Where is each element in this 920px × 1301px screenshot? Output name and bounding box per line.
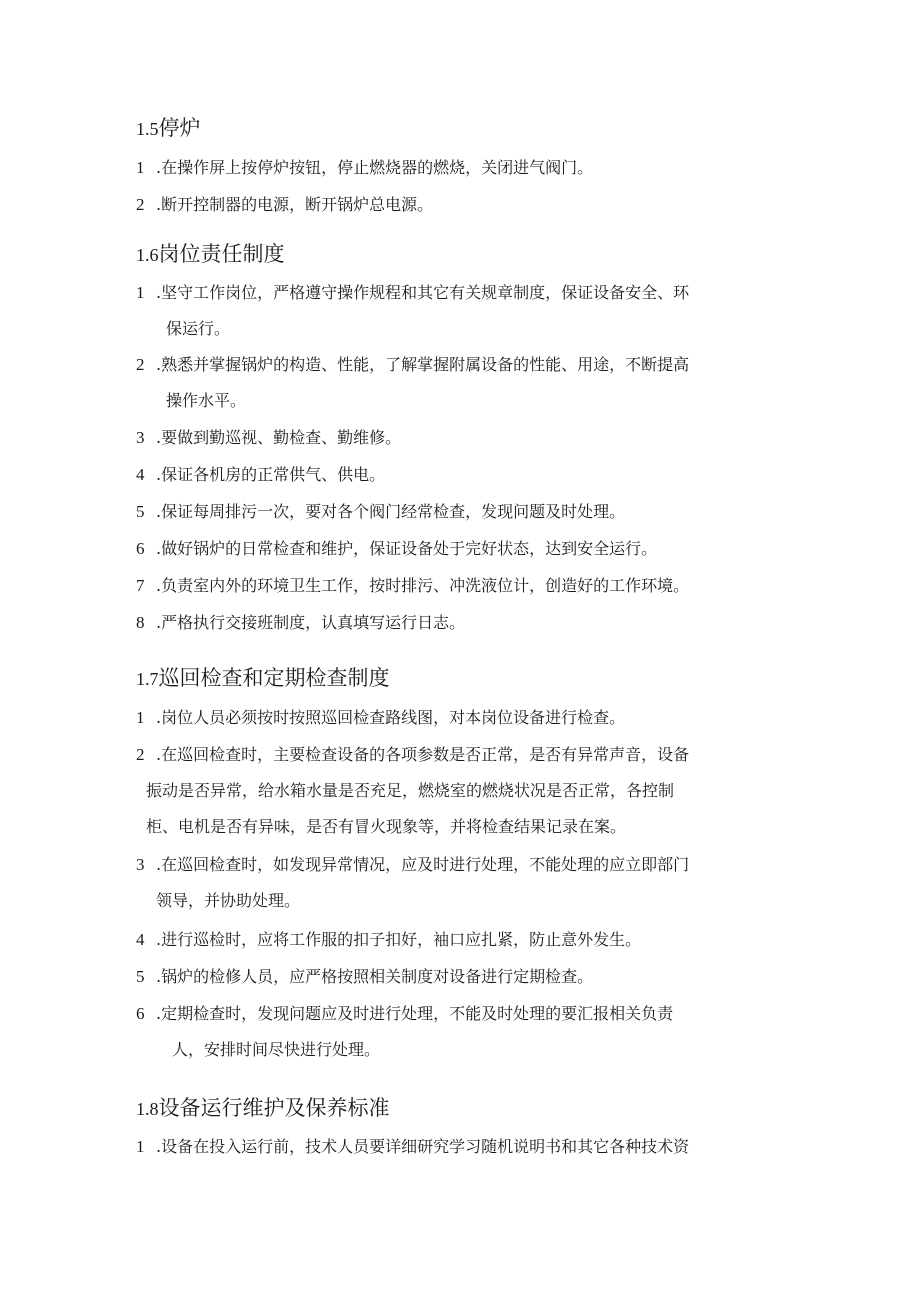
item-text-continued: 柜、电机是否有异味，是否有冒火现象等，并将检查结果记录在案。 <box>146 817 627 836</box>
item-number: 1 <box>136 283 145 302</box>
item-number: 6 <box>136 539 145 558</box>
item-text-continued: 操作水平。 <box>166 391 247 410</box>
item-text-continued: 振动是否异常，给水箱水量是否充足，燃烧室的燃烧状况是否正常，各控制 <box>146 781 675 800</box>
list-item <box>136 150 786 186</box>
item-number: 2 <box>136 355 145 374</box>
item-text: .岗位人员必须按时按照巡回检查路线图，对本岗位设备进行检查。 <box>156 708 626 727</box>
list-item <box>136 568 786 604</box>
item-text: .在操作屏上按停炉按钮，停止燃烧器的燃烧，关闭进气阀门。 <box>156 158 594 177</box>
item-text-continued: 保运行。 <box>166 319 231 338</box>
item-text-continued: 人，安排时间尽快进行处理。 <box>172 1040 381 1059</box>
section-heading <box>136 1094 390 1123</box>
item-text: .进行巡检时，应将工作服的扣子扣好，袖口应扎紧，防止意外发生。 <box>156 930 642 949</box>
list-item <box>136 847 786 919</box>
item-number: 1 <box>136 1137 145 1156</box>
section-number: 1.8 <box>136 1099 159 1119</box>
list-item <box>136 531 786 567</box>
item-text: .负责室内外的环境卫生工作，按时排污、冲洗液位计，创造好的工作环境。 <box>156 576 690 595</box>
list-item <box>136 737 786 845</box>
item-number: 7 <box>136 576 145 595</box>
item-number: 5 <box>136 967 145 986</box>
item-number: 8 <box>136 613 145 632</box>
item-number: 4 <box>136 465 145 484</box>
item-text: .在巡回检查时，主要检查设备的各项参数是否正常，是否有异常声音，设备 <box>156 745 690 764</box>
list-item <box>136 275 786 347</box>
section-title: 巡回检查和定期检查制度 <box>158 666 390 690</box>
item-text: .设备在投入运行前，技术人员要详细研究学习随机说明书和其它各种技术资 <box>156 1137 690 1156</box>
item-number: 1 <box>136 708 145 727</box>
item-text: .保证每周排污一次，要对各个阀门经常检查，发现问题及时处理。 <box>156 502 626 521</box>
list-item <box>136 922 786 958</box>
item-number: 2 <box>136 195 145 214</box>
item-text: .保证各机房的正常供气、供电。 <box>156 465 386 484</box>
list-item <box>136 996 786 1068</box>
section-number: 1.7 <box>136 669 159 689</box>
list-item <box>136 494 786 530</box>
item-text: .锅炉的检修人员，应严格按照相关制度对设备进行定期检查。 <box>156 967 594 986</box>
item-number: 3 <box>136 855 145 874</box>
item-number: 2 <box>136 745 145 764</box>
item-text: .坚守工作岗位，严格遵守操作规程和其它有关规章制度，保证设备安全、环 <box>156 283 690 302</box>
list-item <box>136 420 786 456</box>
item-number: 5 <box>136 502 145 521</box>
section-heading <box>136 240 285 269</box>
list-item <box>136 457 786 493</box>
list-item <box>136 347 786 419</box>
section-title: 设备运行维护及保养标准 <box>158 1096 390 1120</box>
list-item <box>136 187 786 223</box>
list-item <box>136 700 786 736</box>
list-item <box>136 605 786 641</box>
list-item <box>136 959 786 995</box>
section-number: 1.6 <box>136 245 159 265</box>
section-heading <box>136 114 201 143</box>
item-text: .断开控制器的电源，断开锅炉总电源。 <box>156 195 434 214</box>
item-text: .要做到勤巡视、勤检查、勤维修。 <box>156 428 402 447</box>
item-text: .做好锅炉的日常检查和维护，保证设备处于完好状态，达到安全运行。 <box>156 539 658 558</box>
item-text-continued: 领导，并协助处理。 <box>156 891 301 910</box>
item-text: .定期检查时，发现问题应及时进行处理，不能及时处理的要汇报相关负责 <box>156 1004 674 1023</box>
section-heading <box>136 664 390 693</box>
section-title: 岗位责任制度 <box>158 242 285 266</box>
item-number: 3 <box>136 428 145 447</box>
item-text: .在巡回检查时，如发现异常情况，应及时进行处理，不能处理的应立即部门 <box>156 855 690 874</box>
item-text: .严格执行交接班制度，认真填写运行日志。 <box>156 613 466 632</box>
item-number: 1 <box>136 158 145 177</box>
item-number: 6 <box>136 1004 145 1023</box>
list-item <box>136 1129 786 1165</box>
section-title: 停炉 <box>158 116 201 140</box>
item-number: 4 <box>136 930 145 949</box>
section-number: 1.5 <box>136 119 159 139</box>
item-text: .熟悉并掌握锅炉的构造、性能，了解掌握附属设备的性能、用途，不断提高 <box>156 355 690 374</box>
